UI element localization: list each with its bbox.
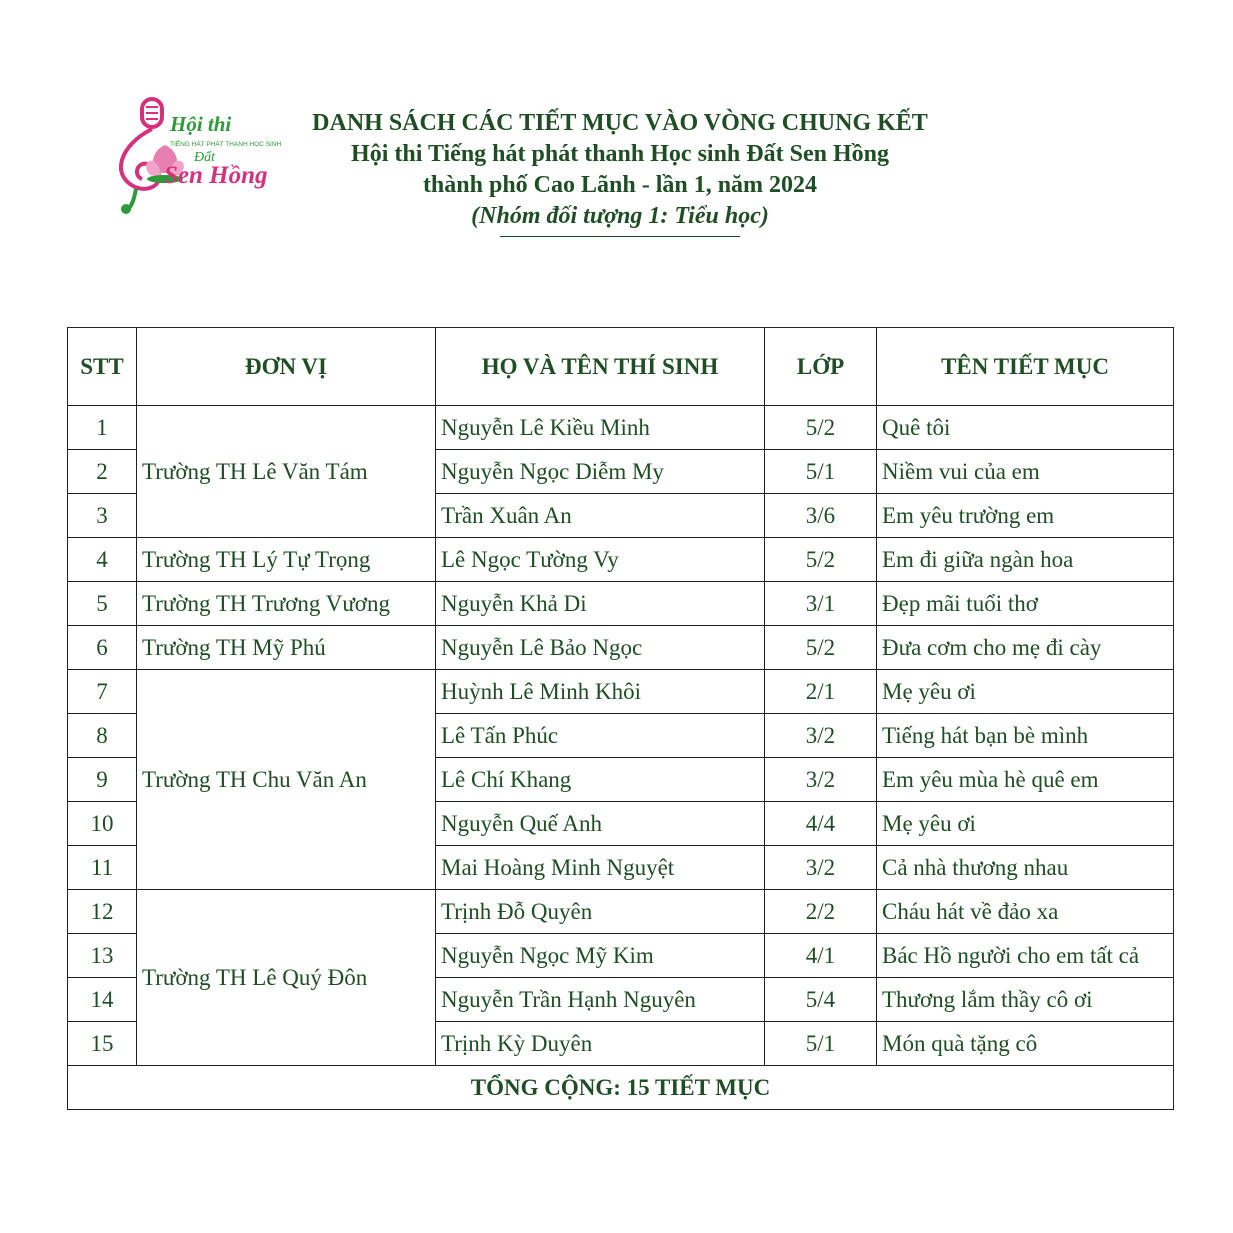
name-cell: Mai Hoàng Minh Nguyệt — [436, 846, 765, 890]
song-cell: Tiếng hát bạn bè mình — [877, 714, 1174, 758]
document-heading — [240, 108, 1000, 237]
logo-line2: TIẾNG HÁT PHÁT THANH HỌC SINH — [170, 141, 282, 148]
stt-cell: 9 — [68, 758, 137, 802]
document-title: DANH SÁCH CÁC TIẾT MỤC VÀO VÒNG CHUNG KẾT — [312, 110, 928, 136]
stt-cell: 4 — [68, 538, 137, 582]
class-cell: 4/4 — [765, 802, 877, 846]
class-cell: 3/2 — [765, 714, 877, 758]
stt-cell: 11 — [68, 846, 137, 890]
unit-cell: Trường TH Chu Văn An — [137, 670, 436, 890]
unit-cell: Trường TH Lê Văn Tám — [137, 406, 436, 538]
song-cell: Thương lắm thầy cô ơi — [877, 978, 1174, 1022]
logo-line3: Đất — [194, 150, 215, 165]
stt-cell: 5 — [68, 582, 137, 626]
name-cell: Nguyễn Quế Anh — [436, 802, 765, 846]
song-cell: Mẹ yêu ơi — [877, 802, 1174, 846]
song-cell: Em yêu mùa hè quê em — [877, 758, 1174, 802]
table-row — [68, 406, 1174, 450]
name-cell: Nguyễn Lê Kiều Minh — [436, 406, 765, 450]
class-cell: 5/2 — [765, 538, 877, 582]
name-cell: Trần Xuân An — [436, 494, 765, 538]
contest-edition: thành phố Cao Lãnh - lần 1, năm 2024 — [422, 172, 818, 198]
table-row — [68, 538, 1174, 582]
stt-cell: 15 — [68, 1022, 137, 1066]
class-cell: 2/2 — [765, 890, 877, 934]
unit-cell: Trường TH Mỹ Phú — [137, 626, 436, 670]
song-cell: Mẹ yêu ơi — [877, 670, 1174, 714]
class-cell: 5/2 — [765, 626, 877, 670]
stt-cell: 12 — [68, 890, 137, 934]
song-cell: Cả nhà thương nhau — [877, 846, 1174, 890]
class-cell: 5/2 — [765, 406, 877, 450]
stt-cell: 10 — [68, 802, 137, 846]
table-header-row — [68, 328, 1174, 406]
name-cell: Nguyễn Lê Bảo Ngọc — [436, 626, 765, 670]
song-cell: Đưa cơm cho mẹ đi cày — [877, 626, 1174, 670]
name-cell: Nguyễn Khả Di — [436, 582, 765, 626]
col-stt: STT — [68, 328, 137, 406]
name-cell: Nguyễn Ngọc Diễm My — [436, 450, 765, 494]
unit-cell: Trường TH Lê Quý Đôn — [137, 890, 436, 1066]
col-song: TÊN TIẾT MỤC — [877, 328, 1174, 406]
stt-cell: 2 — [68, 450, 137, 494]
song-cell: Niềm vui của em — [877, 450, 1174, 494]
song-cell: Em yêu trường em — [877, 494, 1174, 538]
logo-line1: Hội thi — [170, 112, 232, 136]
table-row — [68, 626, 1174, 670]
unit-cell: Trường TH Trương Vương — [137, 582, 436, 626]
song-cell: Món quà tặng cô — [877, 1022, 1174, 1066]
col-unit: ĐƠN VỊ — [137, 328, 436, 406]
stt-cell: 3 — [68, 494, 137, 538]
contest-name: Hội thi Tiếng hát phát thanh Học sinh Đất Sen Hồng — [351, 141, 889, 167]
unit-cell: Trường TH Lý Tự Trọng — [137, 538, 436, 582]
class-cell: 3/2 — [765, 758, 877, 802]
stt-cell: 14 — [68, 978, 137, 1022]
heading-underline — [500, 236, 740, 237]
col-class: LỚP — [765, 328, 877, 406]
stt-cell: 7 — [68, 670, 137, 714]
class-cell: 3/1 — [765, 582, 877, 626]
stt-cell: 8 — [68, 714, 137, 758]
class-cell: 5/4 — [765, 978, 877, 1022]
total-row — [68, 1066, 1174, 1110]
table-row — [68, 890, 1174, 934]
song-cell: Đẹp mãi tuổi thơ — [877, 582, 1174, 626]
song-cell: Cháu hát về đảo xa — [877, 890, 1174, 934]
name-cell: Lê Tấn Phúc — [436, 714, 765, 758]
logo-line4: Sen Hồng — [164, 162, 268, 189]
class-cell: 2/1 — [765, 670, 877, 714]
col-name: HỌ VÀ TÊN THÍ SINH — [436, 328, 765, 406]
class-cell: 5/1 — [765, 450, 877, 494]
song-cell: Em đi giữa ngàn hoa — [877, 538, 1174, 582]
class-cell: 3/6 — [765, 494, 877, 538]
class-cell: 5/1 — [765, 1022, 877, 1066]
class-cell: 3/2 — [765, 846, 877, 890]
total-cell: TỔNG CỘNG: 15 TIẾT MỤC — [68, 1066, 1174, 1110]
table-row — [68, 582, 1174, 626]
class-cell: 4/1 — [765, 934, 877, 978]
name-cell: Lê Ngọc Tường Vy — [436, 538, 765, 582]
contest-group: (Nhóm đối tượng 1: Tiểu học) — [471, 203, 769, 229]
name-cell: Huỳnh Lê Minh Khôi — [436, 670, 765, 714]
table-row — [68, 670, 1174, 714]
finalists-table — [67, 327, 1174, 1110]
name-cell: Trịnh Kỳ Duyên — [436, 1022, 765, 1066]
name-cell: Nguyễn Ngọc Mỹ Kim — [436, 934, 765, 978]
name-cell: Nguyễn Trần Hạnh Nguyên — [436, 978, 765, 1022]
name-cell: Trịnh Đỗ Quyên — [436, 890, 765, 934]
song-cell: Quê tôi — [877, 406, 1174, 450]
stt-cell: 1 — [68, 406, 137, 450]
name-cell: Lê Chí Khang — [436, 758, 765, 802]
stt-cell: 6 — [68, 626, 137, 670]
stt-cell: 13 — [68, 934, 137, 978]
song-cell: Bác Hồ người cho em tất cả — [877, 934, 1174, 978]
